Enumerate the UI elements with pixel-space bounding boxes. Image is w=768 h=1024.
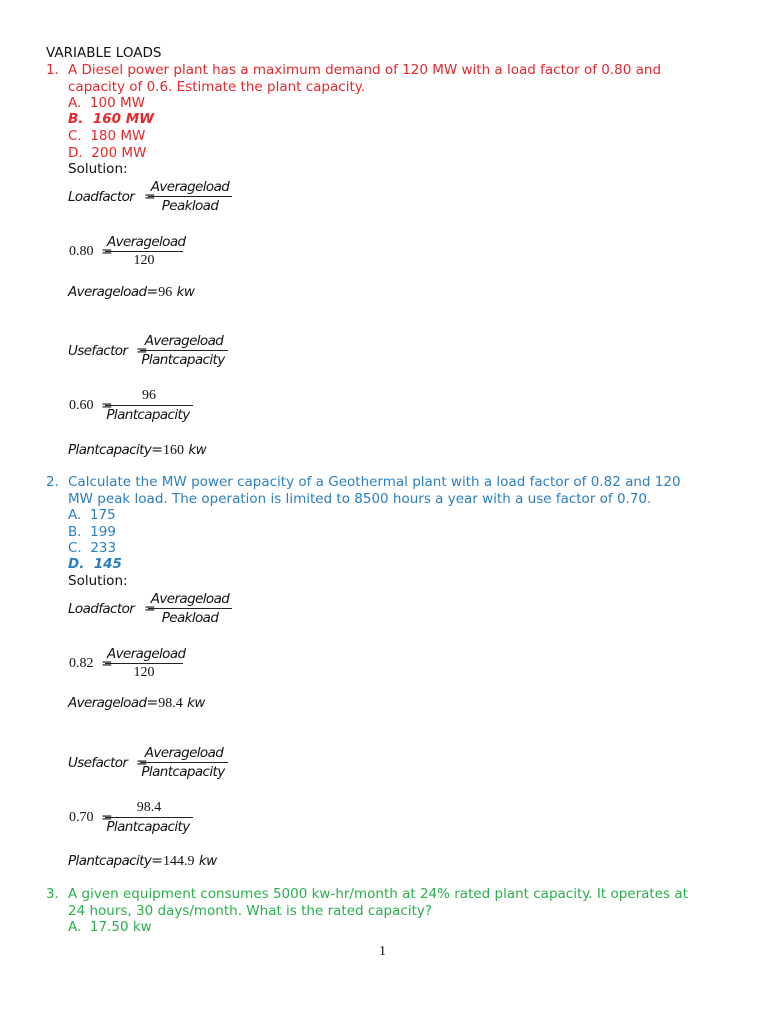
option-letter: C. <box>68 128 82 144</box>
option-text: 145 <box>93 556 122 572</box>
eq-unit: kw <box>188 442 207 458</box>
q1-equation-plant-capacity <box>68 388 268 428</box>
q2-equation-plant-capacity-result <box>68 853 268 873</box>
page-number: 1 <box>379 944 386 959</box>
eq-equals: = <box>101 656 113 672</box>
eq-equals: = <box>101 244 113 260</box>
eq-unit: kw <box>187 695 205 711</box>
q2-text-line1: Calculate the MW power capacity of a Geothermal plant with a load factor of 0.82 and 120 <box>68 474 681 490</box>
eq-denominator: Peakload <box>161 610 219 626</box>
eq-numerator: 96 <box>105 388 193 406</box>
eq-lhs: Loadfactor <box>68 601 135 617</box>
q1-equation-use-factor <box>68 333 268 373</box>
eq-numerator: Averageload <box>148 591 232 609</box>
q3-option-a <box>68 919 152 935</box>
eq-equals: = <box>146 284 159 300</box>
q2-option-c <box>68 540 116 556</box>
eq-rhs: 98.4 <box>158 696 183 711</box>
eq-denominator: Plantcapacity <box>106 819 190 835</box>
eq-equals: = <box>151 442 163 458</box>
q3-text-line2: 24 hours, 30 days/month. What is the rated capacity? <box>68 903 433 919</box>
q1-text-line1: A Diesel power plant has a maximum demand of 120 MW with a load factor of 0.80 and <box>68 62 662 78</box>
eq-lhs: 0.82 <box>69 656 94 671</box>
eq-unit: kw <box>176 284 195 300</box>
eq-lhs: Usefactor <box>68 343 128 359</box>
eq-lhs: Loadfactor <box>68 189 135 205</box>
q1-option-b-correct <box>68 111 154 127</box>
eq-fraction <box>105 646 186 681</box>
option-text: 233 <box>90 540 117 556</box>
q1-text-line2: capacity of 0.6. Estimate the plant capacity. <box>68 79 366 95</box>
eq-lhs: 0.60 <box>69 398 94 413</box>
q2-equation-load-factor <box>68 591 268 631</box>
eq-lhs: Usefactor <box>68 755 128 771</box>
q2-number: 2. <box>46 474 59 490</box>
option-letter: B. <box>68 111 84 127</box>
eq-fraction <box>105 800 193 835</box>
eq-equals: = <box>136 343 148 359</box>
eq-denominator: Peakload <box>161 198 219 214</box>
eq-equals: = <box>151 853 163 869</box>
option-text: 160 MW <box>92 111 155 127</box>
eq-lhs: Averageload <box>68 695 147 711</box>
eq-fraction <box>105 234 186 269</box>
eq-numerator: 98.4 <box>105 800 193 818</box>
q1-equation-load-factor <box>68 179 268 219</box>
eq-equals: = <box>101 810 113 826</box>
eq-numerator: Averageload <box>140 745 228 763</box>
eq-fraction <box>140 333 228 368</box>
q2-option-d-correct <box>68 556 122 572</box>
option-letter: A. <box>68 507 82 523</box>
section-title: VARIABLE LOADS <box>46 45 162 61</box>
option-text: 180 MW <box>90 128 146 144</box>
q1-option-d <box>68 145 146 161</box>
eq-equals: = <box>144 601 156 617</box>
option-text: 199 <box>90 524 116 540</box>
q2-equation-average-load-result <box>68 695 268 715</box>
eq-numerator: Averageload <box>107 646 186 662</box>
q1-equation-average-load-result <box>68 284 268 304</box>
q1-equation-plant-capacity-result <box>68 442 268 462</box>
eq-rhs: 160 <box>162 443 184 458</box>
option-text: 100 MW <box>89 95 145 111</box>
eq-denominator: 120 <box>133 665 155 680</box>
q2-solution-label: Solution: <box>68 573 128 589</box>
eq-denominator: 120 <box>133 253 155 268</box>
eq-fraction <box>105 388 193 423</box>
q1-option-c <box>68 128 145 144</box>
q3-text-line1: A given equipment consumes 5000 kw-hr/month at 24% rated plant capacity. It operates at <box>68 886 688 902</box>
eq-lhs: Plantcapacity <box>68 853 152 869</box>
eq-fraction <box>140 745 228 780</box>
eq-denominator: Plantcapacity <box>141 764 225 780</box>
option-letter: B. <box>68 524 82 540</box>
q2-option-b <box>68 524 116 540</box>
q1-option-a <box>68 95 145 111</box>
eq-rhs: 96 <box>158 285 173 300</box>
q2-option-a <box>68 507 116 523</box>
eq-numerator: Averageload <box>148 179 232 197</box>
eq-denominator: Plantcapacity <box>106 407 190 423</box>
q2-equation-plant-capacity <box>68 800 268 840</box>
option-letter: A. <box>68 95 82 111</box>
eq-lhs: 0.70 <box>69 810 94 825</box>
eq-equals: = <box>146 695 159 711</box>
eq-fraction <box>148 179 232 214</box>
q1-solution-label: Solution: <box>68 161 128 177</box>
q2-equation-use-factor <box>68 745 268 785</box>
option-letter: D. <box>68 556 85 572</box>
eq-equals: = <box>144 189 156 205</box>
eq-lhs: 0.80 <box>69 244 94 259</box>
eq-numerator: Averageload <box>140 333 228 351</box>
option-letter: A. <box>68 919 82 935</box>
option-text: 17.50 kw <box>89 919 152 935</box>
eq-fraction <box>148 591 232 626</box>
option-text: 175 <box>89 507 116 523</box>
eq-equals: = <box>101 398 113 414</box>
eq-denominator: Plantcapacity <box>141 352 225 368</box>
eq-lhs: Plantcapacity <box>68 442 152 458</box>
q2-equation-average-load <box>68 646 268 686</box>
eq-rhs: 144.9 <box>162 854 195 869</box>
eq-equals: = <box>136 755 148 771</box>
option-letter: C. <box>68 540 82 556</box>
eq-unit: kw <box>198 853 217 869</box>
q1-number: 1. <box>46 62 59 78</box>
q3-number: 3. <box>46 886 59 902</box>
q2-text-line2: MW peak load. The operation is limited to 8500 hours a year with a use factor of 0.70. <box>68 491 652 507</box>
option-text: 200 MW <box>91 145 147 161</box>
eq-numerator: Averageload <box>107 234 186 250</box>
option-letter: D. <box>68 145 83 161</box>
q1-equation-average-load <box>68 234 268 274</box>
eq-lhs: Averageload <box>68 284 147 300</box>
